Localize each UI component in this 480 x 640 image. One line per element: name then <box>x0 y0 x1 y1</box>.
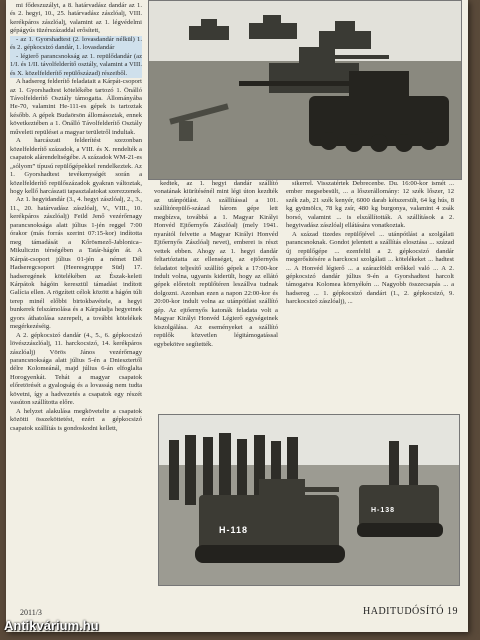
magazine-footer <box>363 606 458 617</box>
paragraph: A helyzet alakulása megkövetelte a csapatok közötti összeköttetést, ezért a gépkocsizó csapatok szállítás is gondoskodni kellett, <box>10 407 142 432</box>
paragraph: mi fődeszuzályt, a 8. határvadász dandár az 1. és 2. hegyi, 10., 25. határvadász zászlóalj, VIII. kerékpáros zászlóalj, valamint az 1. légvédelmi gépágyús tüzérszázaddal erősített, <box>10 2 142 35</box>
magazine-title: HADITUDÓSÍTÓ <box>363 606 444 617</box>
text-column-left <box>10 2 142 602</box>
magazine-page <box>6 0 468 632</box>
issue-number: 2011/3 <box>20 608 42 617</box>
tank-column-illustration <box>149 1 461 179</box>
paragraph: sikerrel. Visszatértek Debrecenbe. Du. 16:00-kor ismét ... ember megsebesült, ... a lőszerállomány: 12 szék lőszer, 12 szék zab, 21 szék kenyér, 6000 darab kétszersült, 64 kg hús, 8 kg gyümölcs, 78 kg zsír, 480 kg burgonya, valamint 4 zsák borsó, valamint ... is elszállították. A szállítások a 2. hegyivadász zászlóalj ellátására vonatkoztak. <box>286 180 454 230</box>
paragraph: - légierő parancsnokság az 1. repülődandár (az 1/I. és 1/II. távolfelderítő osztály, valamint a VIII. és X. közelfelderítő repülőszázad) részeiből. <box>10 52 142 77</box>
paragraph: A 2. gépkocsizó dandár (4., 5., 6. gépkocsizó lövészzászlóalj, 11. harckocsizó, 14. kerékpáros zászlóalj) Vörös János vezérőrnagy parancsnoksága alatt július 5-én a Dniesztertől délre Kolomeánál, majd július 6-án elfoglalta Horogyenkát. Tehát a magyar csapatok előretörését a gyalogság és a lovasság nem tudta követni, így a hadvezetés a csapatok egy részét vasúton szállította előre. <box>10 331 142 407</box>
paragraph: A harcászati felderítést szezonban közelfelderítő századok, a VIII. és X. rendelték a csapatok alárendeltségébe. A századok WM-21-es „sólyom” típusú repülőgépekkel rendelkeztek. Az 1. Gyorshadtest tevékenységét során a közelfelderítő repülőszázadok gyakran változtak, hogy kellő harcászati tapasztalatokat szerezzenek. <box>10 137 142 195</box>
photo-soldiers-tankettes <box>158 414 460 586</box>
soldiers-illustration <box>159 415 459 585</box>
paragraph: A hadsereg felderítő feladatait a Kárpát-csoport az 1. Gyorshadtest kötelékébe tartozó 1. Önálló Távolfelderítő Osztály támogatta. Állományába He-70, valamint He-111-es gépek is tartoztak később. A gépek Budaörsön állomásoztak, ennek következtében a 1. Önálló Távolfelderítő Osztály műveleti repülései a magyar területről indultak. <box>10 78 142 136</box>
tankette-marking-rear: H-138 <box>371 507 396 514</box>
page-number: 19 <box>447 606 458 617</box>
watermark-logo: Antikvárium.hu <box>4 618 99 633</box>
paragraph: kedtek, az 1. hegyi dandár szállító vonatának kiürítésénél mint légi úton kezdték az utánpótlást. A szállítással a 101. szállítórepülő-század három gépe lett megbízva, továbbá a 1. Magyar Királyi Honvéd Ejtőernyős Zászlóalj (mely 1941. nyarától felvette a Magyar Királyi Honvéd Ejtőernyős Zászlóalj nevet), emberei is részt vettek ebben. Ahogy az 1. hegyi dandár feltartóztatta az ellenséget, az ejtőernyős feladatot teljesítő szállító gépek a 17:00-kor indult volna, ugyanis kiderült, hogy az ellátó gépek előretolt repülőtéren leszállva tudnak dolgozni. Azonban ezen a napon 22:00-kor és 20:00-kor indult volna az utánpótlást szállító gép. Az ejtőernyős katonák feladata volt a Magyar Királyi Honvéd Légierő egységeinek kiszolgálása. Az eseményeket a szállító repülők közvetlen légitámogatással egybekötve segítették. <box>154 180 278 348</box>
text-column-middle <box>154 180 278 410</box>
photo-tank-column <box>148 0 462 180</box>
paragraph: Az 1. hegyidandár (3., 4. hegyi zászlóalj, 2., 3., 11., 20. határvadász zászlóalj, V., VIII., 10. kerékpáros zászlóalj) Feild Jenő vezérőrnagy parancsnoksága alatt július 1-jén reggel 7:00 órakor (más forrás szerint 07:15-kor) indította meg támadását a Kőrösmező-Jablonica–Mikuliczin térségében a Tatár-hágón át. A Kárpát-csoport július 01-jén a német Dél Hadseregcsoport (Heeresgruppe Süd) 17. hadseregének kötelékében az Észak-keleti Kárpátok hágóin keresztül támadást indított Galícia ellen. A rögzített célok között a hágón túli terep minél előbbi birtokbavétele, a hegyi bunkerek felszámolása és a Kárpátalja hegyeinek gyors áthatolása szerepelt, a további kötelékek megérkezéséig. <box>10 196 142 331</box>
paragraph: A század tizedes repülőjével ... utánpótlást a szolgálati parancsnoknak. Gondot jelentett a szállítás elosztása ... század új repülőgépe ... ezenfelül a 2. gépkocsizó dandár megerősítésére a harckocsi szolgálati ... kötelékeket ... hadtest ... A Honvéd légierő ... a szárazföldi erőkkel való ... A 2. gépkocsizó dandár július 9-én a Gyorshadtest harcolt támogatva Kolomea környékén ... Nagyobb összecsapás ... a hadsereg ... 1. gépkocsizó dandárt (1., 2. gépkocsizó, 9. harckocsizó zászlóalj), ... <box>286 230 454 306</box>
tankette-marking-front: H-118 <box>219 525 249 535</box>
text-column-right <box>286 180 454 410</box>
paragraph: - az 1. Gyorshadtest (2. lovasdandár nélkül) 1. és 2. gépkocsizó dandár, 1. lovasdandár <box>10 35 142 52</box>
